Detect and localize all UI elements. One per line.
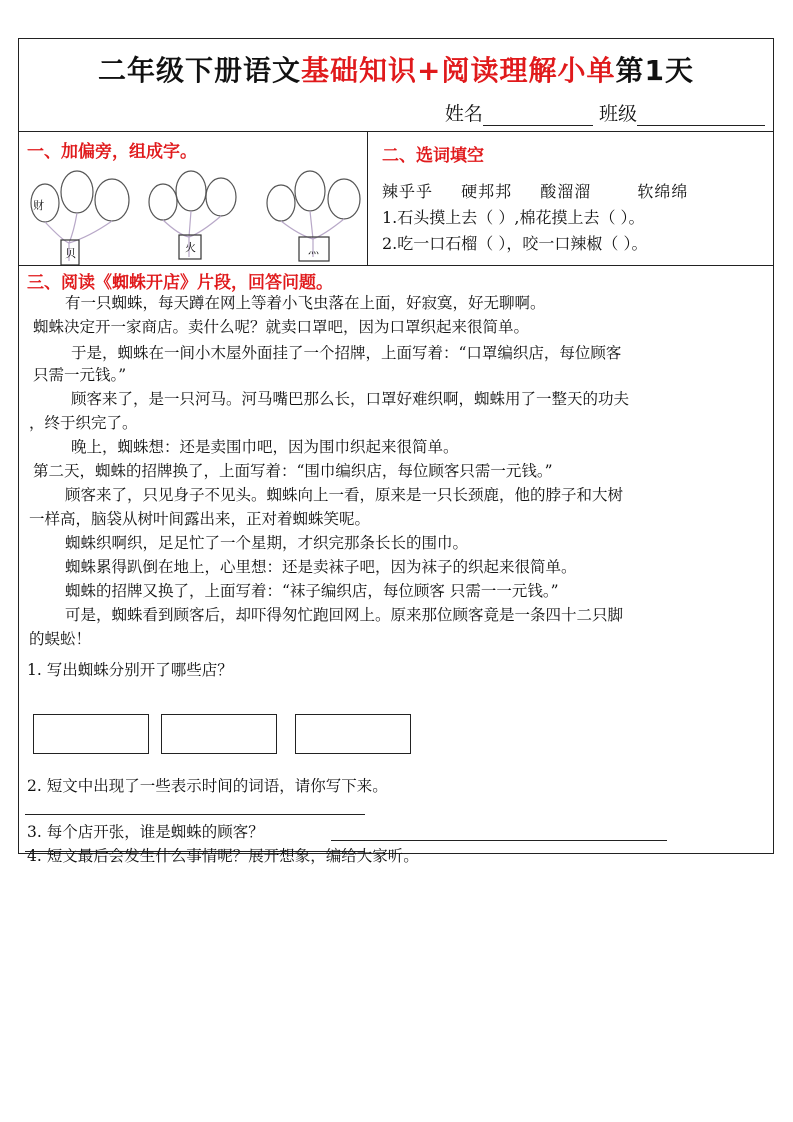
balloon-base-2: 火 xyxy=(185,241,196,254)
balloon-group-1 xyxy=(31,171,129,265)
balloon-icon xyxy=(61,171,93,213)
passage-line-1: 有一只蜘蛛，每天蹲在网上等着小飞虫落在上面，好寂寞，好无聊啊。 xyxy=(65,294,546,312)
balloon-label-1: 财 xyxy=(33,199,44,212)
question-1: 1. 写出蜘蛛分别开了哪些店？ xyxy=(27,661,233,679)
passage-line-9: 顾客来了，只见身子不见头。蜘蛛向上一看，原来是一只长颈鹿，他的脖子和大树 xyxy=(65,486,624,504)
balloon-icon xyxy=(267,185,295,221)
section-1-heading: 一、加偏旁，组成字。 xyxy=(27,142,197,162)
balloon-icon xyxy=(95,179,129,221)
balloon-base-1: 贝 xyxy=(65,247,76,260)
passage-line-4: 只需一元钱。” xyxy=(33,366,127,384)
balloon-base-3: 灬 xyxy=(308,243,319,256)
fill-sentence-1: 1.石头摸上去（ ）,棉花摸上去（ ）。 xyxy=(382,208,645,227)
passage-line-11: 蜘蛛织啊织，足足忙了一个星期，才织完那条长长的围巾。 xyxy=(65,534,469,552)
passage-line-13: 蜘蛛的招牌又换了，上面写着：“袜子编织店，每位顾客 只需一一元钱。” xyxy=(65,582,559,600)
balloon-icon xyxy=(206,178,236,216)
section-2-heading: 二、选词填空 xyxy=(382,146,484,166)
title-row xyxy=(19,39,773,132)
passage-line-5: 顾客来了，是一只河马。河马嘴巴那么长，口罩好难织啊，蜘蛛用了一整天的功夫 xyxy=(71,390,630,408)
title-part-1: 二年级下册语文 xyxy=(98,54,302,87)
word-4: 软绵绵 xyxy=(637,182,689,201)
answer-box-shop-2[interactable] xyxy=(161,714,277,754)
balloon-icon xyxy=(176,171,206,211)
word-3: 酸溜溜 xyxy=(540,182,592,201)
passage-line-15: 的蜈蚣！ xyxy=(29,630,92,648)
answer-line-4[interactable] xyxy=(25,851,365,852)
passage-line-8: 第二天，蜘蛛的招牌换了，上面写着：“围巾编织店，每位顾客只需一元钱。” xyxy=(33,462,553,480)
class-label: 班级 xyxy=(598,103,637,125)
name-field[interactable] xyxy=(483,105,593,126)
passage-line-12: 蜘蛛累得趴倒在地上，心里想：还是卖袜子吧，因为袜子的织起来很简单。 xyxy=(65,558,577,576)
name-class-line xyxy=(445,99,765,126)
balloon-icon xyxy=(328,179,360,219)
question-2: 2. 短文中出现了一些表示时间的词语，请你写下来。 xyxy=(27,777,388,795)
passage-line-2: 蜘蛛决定开一家商店。卖什么呢？就卖口罩吧，因为口罩织起来很简单。 xyxy=(33,318,530,336)
section-radicals xyxy=(19,131,368,266)
answer-line-2[interactable] xyxy=(25,814,365,815)
fill-sentence-2: 2.吃一口石榴（ ），咬一口辣椒（ ）。 xyxy=(382,234,648,253)
passage-line-14: 可是，蜘蛛看到顾客后，却吓得匆忙跑回网上。原来那位顾客竟是一条四十二只脚 xyxy=(65,606,624,624)
answer-box-shop-1[interactable] xyxy=(33,714,149,754)
question-4: 4. 短文最后会发生什么事情呢？展开想象，编给大家听。 xyxy=(27,847,419,865)
word-bank xyxy=(382,179,710,202)
title-part-3: 第1天 xyxy=(615,54,694,87)
word-2: 硬邦邦 xyxy=(461,182,513,201)
worksheet xyxy=(18,38,774,865)
section-reading xyxy=(19,266,773,865)
question-3-text: 3. 每个店开张，谁是蜘蛛的顾客？ xyxy=(27,823,264,841)
question-3 xyxy=(27,820,264,842)
section-3-heading: 三、阅读《蜘蛛开店》片段，回答问题。 xyxy=(27,273,333,293)
page-title xyxy=(19,49,773,89)
balloon-icon xyxy=(295,171,325,211)
title-part-2: 基础知识+阅读理解小单 xyxy=(301,54,616,87)
passage-line-3: 于是，蜘蛛在一间小木屋外面挂了一个招牌，上面写着：“口罩编织店，每位顾客 xyxy=(71,344,622,362)
passage-line-7: 晚上，蜘蛛想：还是卖围巾吧，因为围巾织起来很简单。 xyxy=(71,438,459,456)
answer-line-3[interactable] xyxy=(331,840,667,841)
name-label: 姓名 xyxy=(444,103,483,125)
passage-line-6: ，终于织完了。 xyxy=(29,414,138,432)
passage-line-10: 一样高，脑袋从树叶间露出来，正对着蜘蛛笑呢。 xyxy=(29,510,371,528)
answer-box-shop-3[interactable] xyxy=(295,714,411,754)
section-word-fill xyxy=(368,131,773,266)
balloon-icon xyxy=(149,184,177,220)
word-1: 辣乎乎 xyxy=(382,182,434,201)
class-field[interactable] xyxy=(637,105,765,126)
